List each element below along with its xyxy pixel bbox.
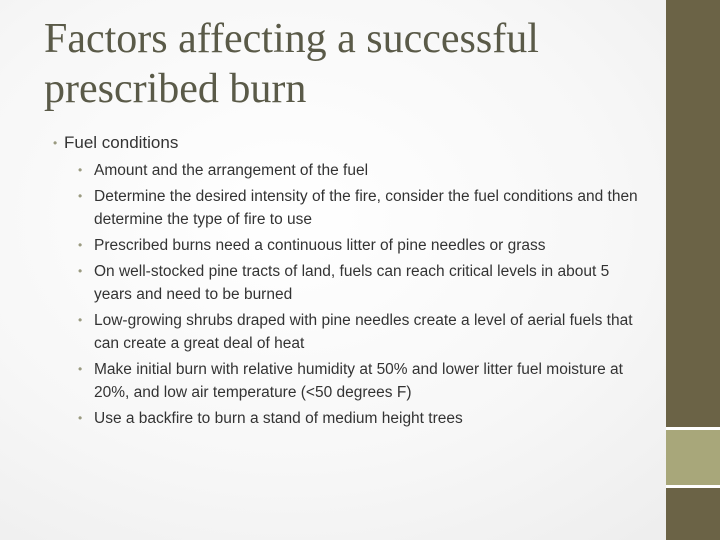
bullet-icon: • (78, 189, 83, 203)
slide-body (44, 131, 644, 433)
sub-bullet-item (78, 159, 644, 182)
sub-bullet-item (78, 234, 644, 257)
sub-bullet-text: Determine the desired intensity of the fire, consider the fuel conditions and then determine the type of fire to use (94, 188, 638, 228)
decorative-sidebar (666, 0, 720, 540)
bullet-icon: • (78, 313, 83, 327)
sub-bullet-list (44, 159, 644, 430)
sub-bullet-text: Use a backfire to burn a stand of medium height trees (94, 410, 463, 427)
sub-bullet-item (78, 358, 644, 404)
slide-title: Factors affecting a successful prescribed burn (44, 16, 539, 113)
bullet-icon: • (78, 238, 83, 252)
sub-bullet-text: Prescribed burns need a continuous litter of pine needles or grass (94, 237, 546, 254)
sub-bullet-item (78, 407, 644, 430)
bullet-icon: • (53, 136, 58, 150)
main-bullet-text: Fuel conditions (64, 133, 179, 152)
sub-bullet-item (78, 309, 644, 355)
sub-bullet-text: Amount and the arrangement of the fuel (94, 162, 369, 179)
main-bullet (44, 131, 644, 155)
bullet-icon: • (78, 411, 83, 425)
sidebar-divider (666, 485, 720, 488)
bullet-icon: • (78, 264, 83, 278)
bullet-icon: • (78, 163, 83, 177)
sub-bullet-text: Low-growing shrubs draped with pine needles create a level of aerial fuels that can create a great deal of heat (94, 312, 633, 352)
sub-bullet-item (78, 260, 644, 306)
sub-bullet-text: On well-stocked pine tracts of land, fuels can reach critical levels in about 5 years and need to be burned (94, 263, 610, 303)
sub-bullet-text: Make initial burn with relative humidity at 50% and lower litter fuel moisture at 20%, and low air temperature (<50 degrees F) (94, 361, 623, 401)
sub-bullet-item (78, 185, 644, 231)
bullet-icon: • (78, 362, 83, 376)
sidebar-accent-stripe (666, 430, 720, 485)
